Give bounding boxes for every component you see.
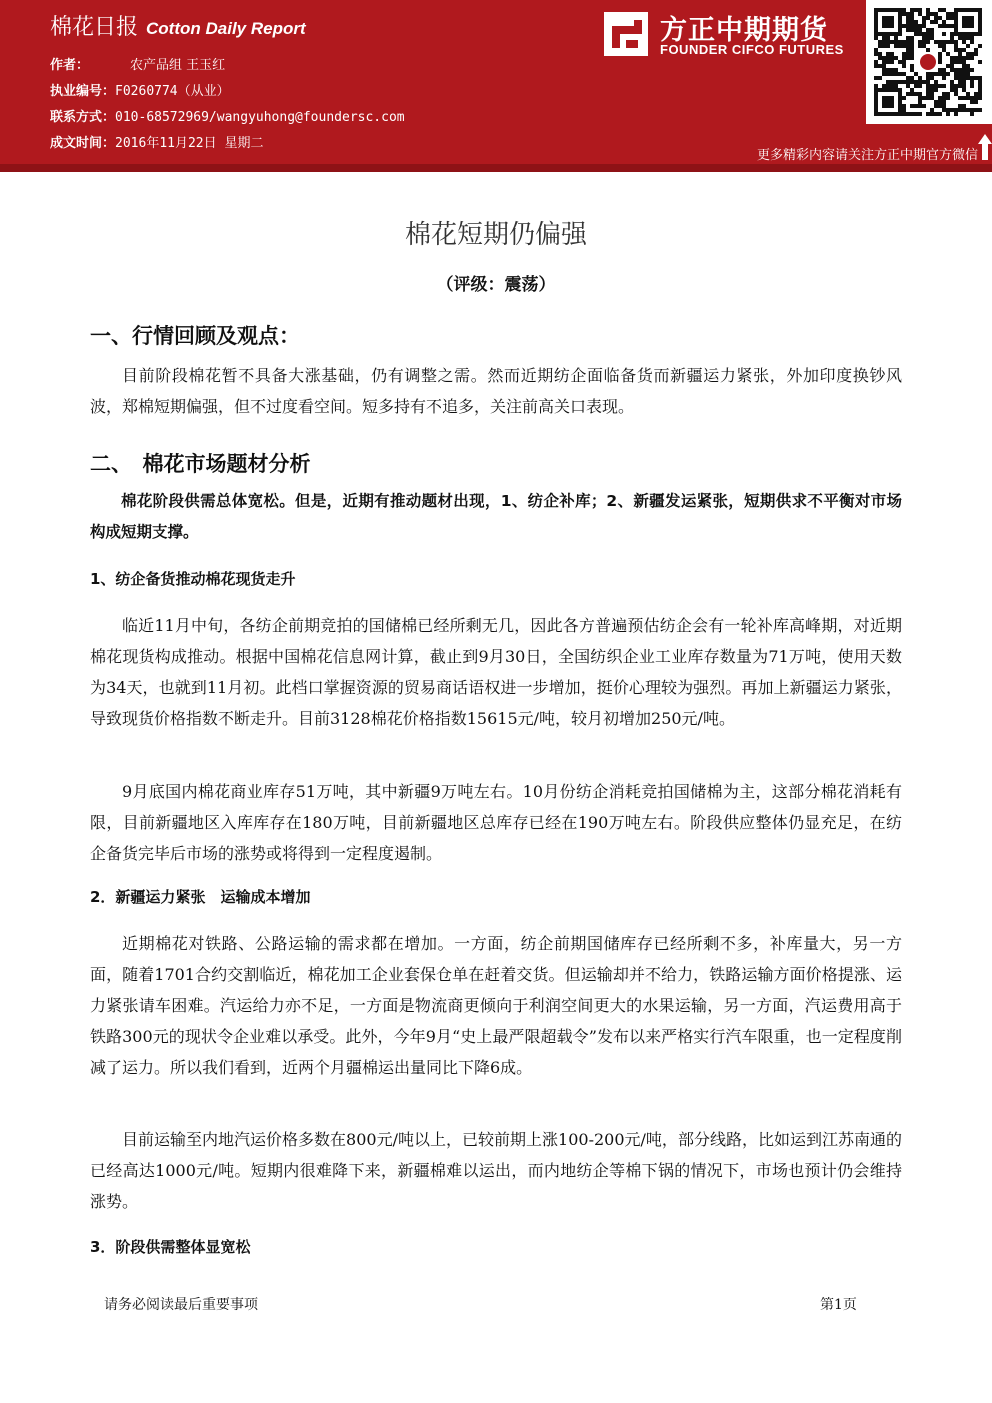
company-logo <box>604 6 864 62</box>
subsection-1-paragraph-1: 临近11月中旬，各纺企前期竞拍的国储棉已经所剩无几，因此各方普遍预估纺企会有一轮补库高峰期，对近期棉花现货构成推动。根据中国棉花信息网计算，截止到9月30日，全国纺织企业工业库存数量为71万吨，使用天数为34天，也就到11月初。此档口掌握资源的贸易商话语权进一步增加，挺价心理较为强烈。再加上新疆运力紧张，导致现货价格指数不断走升。目前3128棉花价格指数15615元/吨，较月初增加250元/吨。 <box>90 616 902 728</box>
meta-license-label: 执业编号： <box>50 84 116 99</box>
meta-author <box>50 54 225 73</box>
document-title: 棉花短期仍偏强 <box>404 220 587 250</box>
report-title-cn: 棉花日报 <box>50 15 139 40</box>
subsection-2-heading: 2．新疆运力紧张 运输成本增加 <box>90 888 311 906</box>
subsection-1-paragraph-2: 9月底国内棉花商业库存51万吨，其中新疆9万吨左右。10月份纺企消耗竞拍国储棉为主，这部分棉花消耗有限，目前新疆地区入库库存在180万吨，目前新疆地区总库存已经在190万吨左右。阶段供应整体仍显充足，在纺企备货完毕后市场的涨势或将得到一定程度遏制。 <box>90 782 902 863</box>
up-arrow-icon <box>978 134 992 160</box>
header-bottom-rule <box>0 164 992 172</box>
meta-date-value: 2016年11月22日 星期二 <box>115 136 264 151</box>
meta-contact-value: 010-68572969/wangyuhong@foundersc.com <box>115 110 405 125</box>
qr-code-icon <box>866 0 992 124</box>
meta-author-label: 作者： <box>50 58 90 73</box>
footer-page-number: 第1页 <box>820 1297 857 1313</box>
meta-date <box>50 132 263 151</box>
subsection-2-paragraph-2: 目前运输至内地汽运价格多数在800元/吨以上，已较前期上涨100-200元/吨，部分线路，比如运到江苏南通的已经高达1000元/吨。短期内很难降下来，新疆棉难以运出，而内地纺企等棉下锅的情况下，市场也预计仍会维持涨势。 <box>90 1130 902 1211</box>
meta-license-value: F0260774（从业） <box>115 84 230 99</box>
subsection-2-paragraph-1: 近期棉花对铁路、公路运输的需求都在增加。一方面，纺企前期国储库存已经所剩不多，补库量大，另一方面，随着1701合约交割临近，棉花加工企业套保仓单在赶着交货。但运输却并不给力，铁路运输方面价格提涨、运力紧张请车困难。汽运给力亦不足，一方面是物流商更倾向于利润空间更大的水果运输，另一方面，汽运费用高于铁路300元的现状令企业难以承受。此外，今年9月“史上最严限超载令”发布以来严格实行汽车限重，也一定程度削减了运力。所以我们看到，近两个月疆棉运出量同比下降6成。 <box>90 934 902 1077</box>
report-title <box>50 10 306 41</box>
wechat-follow-note: 更多精彩内容请关注方正中期官方微信 <box>756 148 978 163</box>
report-header-banner <box>0 0 992 164</box>
logo-text-cn: 方正中期期货 <box>660 15 828 46</box>
report-title-en: Cotton Daily Report <box>146 19 306 38</box>
section-2-heading: 二、 棉花市场题材分析 <box>90 452 311 476</box>
section-1-paragraph: 目前阶段棉花暂不具备大涨基础，仍有调整之需。然而近期纺企面临备货而新疆运力紧张，外加印度换钞风波，郑棉短期偏强，但不过度看空间。短多持有不追多，关注前高关口表现。 <box>90 366 902 416</box>
wechat-qr-code <box>866 0 992 124</box>
meta-date-label: 成文时间： <box>50 136 116 151</box>
document-rating: （评级：震荡） <box>436 275 556 295</box>
subsection-3-heading: 3．阶段供需整体显宽松 <box>90 1238 251 1256</box>
logo-text-en: FOUNDER CIFCO FUTURES <box>660 42 844 57</box>
section-2-lead-paragraph: 棉花阶段供需总体宽松。但是，近期有推动题材出现，1、纺企补库；2、新疆发运紧张，短期供求不平衡对市场构成短期支撑。 <box>90 492 902 541</box>
founder-logo-icon <box>604 12 648 56</box>
subsection-1-heading: 1、纺企备货推动棉花现货走升 <box>90 570 296 588</box>
meta-contact <box>50 106 405 125</box>
meta-license <box>50 80 230 99</box>
section-1-heading: 一、行情回顾及观点： <box>90 324 300 348</box>
meta-author-value: 农产品组 王玉红 <box>130 58 226 73</box>
meta-contact-label: 联系方式： <box>50 110 116 125</box>
footer-disclaimer-note: 请务必阅读最后重要事项 <box>104 1297 258 1313</box>
